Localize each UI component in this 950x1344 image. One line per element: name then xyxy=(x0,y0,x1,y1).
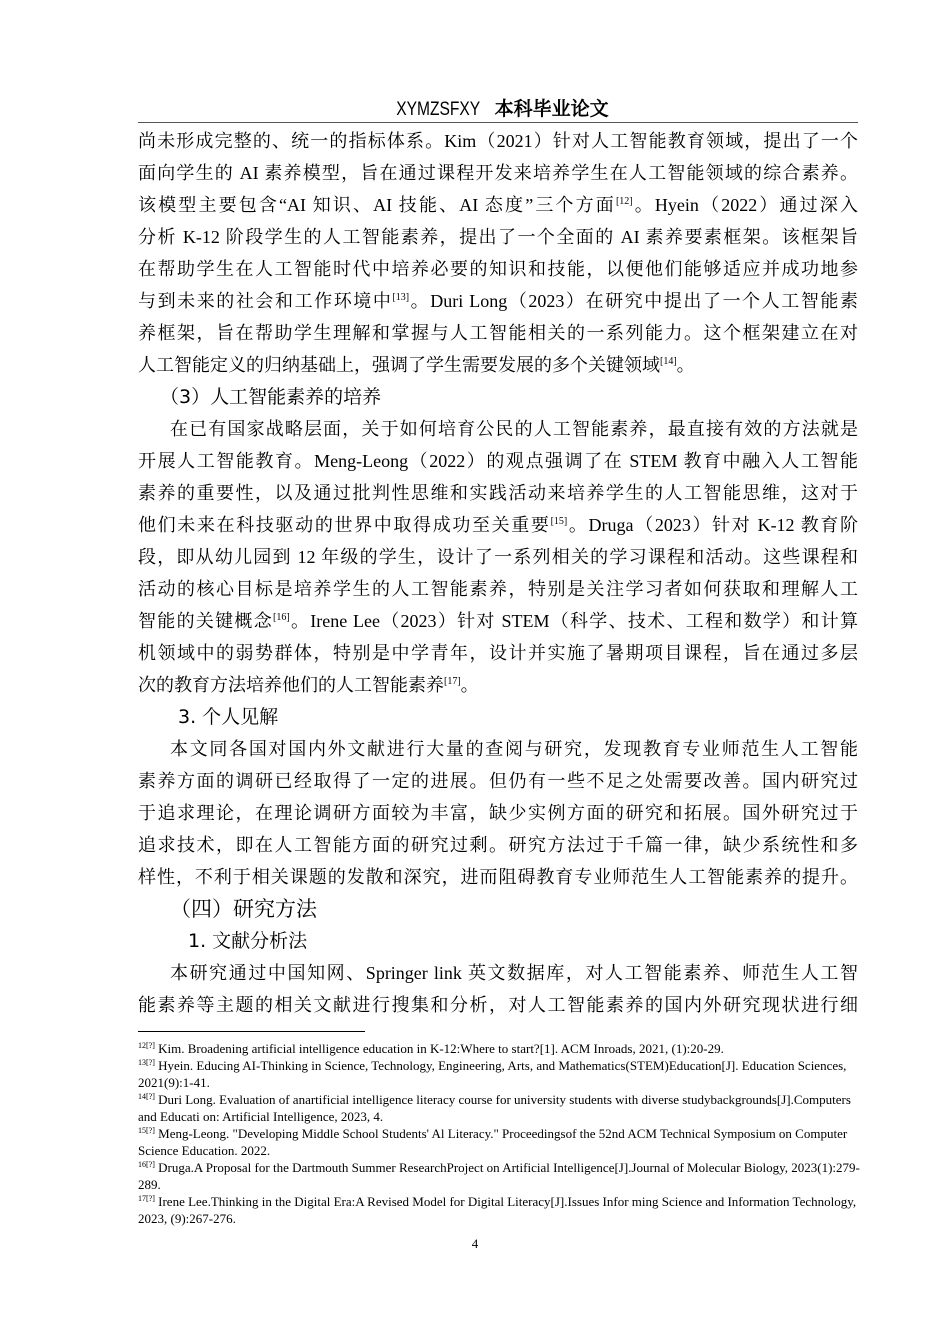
paragraph xyxy=(138,413,858,701)
footnote-text: Kim. Broadening artificial intelligence education in K-12:Where to start?[1]. ACM Inroads, 2021, (1):20-29. xyxy=(158,1041,724,1056)
section-heading: （3）人工智能素养的培养 xyxy=(160,386,382,408)
section-heading: 1. 文献分析法 xyxy=(188,930,308,952)
text-run: 智能的关键概念 xyxy=(138,611,273,631)
footnote xyxy=(138,1125,863,1159)
text-line xyxy=(138,157,858,189)
citation-ref: [17] xyxy=(444,676,461,687)
text-run: 养框架，旨在帮助学生理解和掌握与人工智能相关的一系列能力。这个框架建立在对 xyxy=(138,323,858,343)
paragraph xyxy=(138,125,858,381)
header-school-code: XYMZSFXY xyxy=(396,99,481,120)
footnote-mark: 17[?] xyxy=(138,1194,155,1203)
text-line xyxy=(138,541,858,573)
text-run: 次的教育方法培养他们的人工智能素养 xyxy=(138,675,444,695)
footnote xyxy=(138,1193,863,1227)
text-line xyxy=(138,349,858,381)
footnote xyxy=(138,1091,863,1125)
text-run: 。Irene Lee（2023）针对 STEM（科学、技术、工程和数学）和计算 xyxy=(289,611,859,631)
text-line xyxy=(138,253,858,285)
header-title: 本科毕业论文 xyxy=(494,98,609,120)
footnotes xyxy=(138,1040,863,1227)
text-run: 样性，不利于相关课题的发散和深究，进而阻碍教育专业师范生人工智能素养的提升。 xyxy=(138,867,858,887)
text-run: 段，即从幼儿园到 12 年级的学生，设计了一系列相关的学习课程和活动。这些课程和 xyxy=(138,547,858,567)
header-rule xyxy=(138,122,858,123)
text-line xyxy=(138,637,858,669)
footnote-text: Druga.A Proposal for the Dartmouth Summer ResearchProject on Artificial Intelligence[J].Journal of Molecular Biology, 2023(1):279-289. xyxy=(138,1160,860,1192)
footnote xyxy=(138,1057,863,1091)
document-body xyxy=(138,125,858,1021)
text-run: 该模型主要包含“AI 知识、AI 技能、AI 态度”三个方面 xyxy=(138,195,616,215)
text-run: 。Duri Long（2023）在研究中提出了一个人工智能素 xyxy=(409,291,858,311)
text-run: 机领域中的弱势群体，特别是中学青年，设计并实施了暑期项目课程，旨在通过多层 xyxy=(138,643,858,663)
text-line xyxy=(138,125,858,157)
text-run: 素养方面的调研已经取得了一定的进展。但仍有一些不足之处需要改善。国内研究过 xyxy=(138,771,858,791)
text-run: 于追求理论，在理论调研方面较为丰富，缺少实例方面的研究和拓展。国外研究过于 xyxy=(138,803,858,823)
footnote-mark: 15[?] xyxy=(138,1126,155,1135)
text-run: 能素养等主题的相关文献进行搜集和分析，对人工智能素养的国内外研究现状进行细 xyxy=(138,995,858,1015)
footnote-mark: 16[?] xyxy=(138,1160,155,1169)
citation-ref: [12] xyxy=(615,196,633,207)
text-line xyxy=(138,765,858,797)
text-line xyxy=(138,477,858,509)
text-run: 。 xyxy=(676,355,695,375)
footnote xyxy=(138,1159,863,1193)
footnote xyxy=(138,1040,863,1057)
page-number: 4 xyxy=(471,1236,479,1251)
text-run: 本文同各国对国内外文献进行大量的查阅与研究，发现教育专业师范生人工智能 xyxy=(170,739,858,759)
text-run: 他们未来在科技驱动的世界中取得成功至关重要 xyxy=(138,515,551,535)
text-line xyxy=(138,573,858,605)
footnote-mark: 14[?] xyxy=(138,1092,155,1101)
text-line xyxy=(138,413,858,445)
text-line xyxy=(138,861,858,893)
text-line xyxy=(138,221,858,253)
text-run: 在已有国家战略层面，关于如何培育公民的人工智能素养，最直接有效的方法就是 xyxy=(170,419,858,439)
text-run: 素养的重要性，以及通过批判性思维和实践活动来培养学生的人工智能思维，这对于 xyxy=(138,483,858,503)
text-line xyxy=(138,317,858,349)
text-run: 与到未来的社会和工作环境中 xyxy=(138,291,393,311)
text-line xyxy=(138,445,858,477)
text-line xyxy=(138,989,858,1021)
footnote-text: Hyein. Educing AI-Thinking in Science, Technology, Engineering, Arts, and Mathematics(STEM)Education[J]. Education Sciences, 2021(9):1-41. xyxy=(138,1058,847,1090)
text-run: 面向学生的 AI 素养模型，旨在通过课程开发来培养学生在人工智能领域的综合素养。 xyxy=(138,163,858,183)
text-run: 活动的核心目标是培养学生的人工智能素养，特别是关注学习者如何获取和理解人工 xyxy=(138,579,858,599)
citation-ref: [13] xyxy=(392,292,410,303)
text-run: 开展人工智能教育。Meng-Leong（2022）的观点强调了在 STEM 教育中融入人工智能 xyxy=(138,451,858,471)
footnote-text: Duri Long. Evaluation of anartificial intelligence literacy course for university students with diverse studybackgrounds[J].Computers and Educati on: Artificial Intelligence, 2023, 4. xyxy=(138,1092,851,1124)
footnote-mark: 12[?] xyxy=(138,1041,155,1050)
text-run: 追求技术，即在人工智能方面的研究过剩。研究方法过于千篇一律，缺少系统性和多 xyxy=(138,835,858,855)
citation-ref: [14] xyxy=(660,356,677,367)
text-run: 。 xyxy=(460,675,479,695)
text-line xyxy=(138,829,858,861)
text-line xyxy=(138,189,858,221)
text-run: 尚未形成完整的、统一的指标体系。Kim（2021）针对人工智能教育领域，提出了一个 xyxy=(138,131,858,151)
section-heading: 3. 个人见解 xyxy=(178,706,279,728)
text-line xyxy=(138,733,858,765)
footnote-text: Meng-Leong. "Developing Middle School Students' Al Literacy." Proceedingsof the 52nd ACM Technical Symposium on Computer Science Education. 2022. xyxy=(138,1126,848,1158)
footnote-separator xyxy=(138,1031,365,1032)
text-run: 。Hyein（2022）通过深入 xyxy=(632,195,858,215)
citation-ref: [16] xyxy=(273,612,290,623)
text-line xyxy=(138,605,858,637)
text-line xyxy=(138,957,858,989)
text-line xyxy=(138,285,858,317)
text-line xyxy=(138,669,858,701)
page-header xyxy=(138,96,858,122)
text-run: 在帮助学生在人工智能时代中培养必要的知识和技能，以便他们能够适应并成功地参 xyxy=(138,259,858,279)
text-run: 本研究通过中国知网、Springer link 英文数据库，对人工智能素养、师范生人工智 xyxy=(170,963,858,983)
text-line xyxy=(138,509,858,541)
text-run: 。Druga（2023）针对 K-12 教育阶 xyxy=(567,515,859,535)
footnote-text: Irene Lee.Thinking in the Digital Era:A Revised Model for Digital Literacy[J].Issues Infor ming Science and Information Technology, 2023, (9):267-276. xyxy=(138,1194,857,1226)
paragraph xyxy=(138,733,858,893)
text-run: 分析 K-12 阶段学生的人工智能素养，提出了一个全面的 AI 素养要素框架。该框架旨 xyxy=(138,227,858,247)
section-heading: （四）研究方法 xyxy=(170,897,317,921)
text-run: 人工智能定义的归纳基础上，强调了学生需要发展的多个关键领域 xyxy=(138,355,660,375)
footnote-mark: 13[?] xyxy=(138,1058,155,1067)
paragraph xyxy=(138,957,858,1021)
citation-ref: [15] xyxy=(550,516,568,527)
text-line xyxy=(138,797,858,829)
